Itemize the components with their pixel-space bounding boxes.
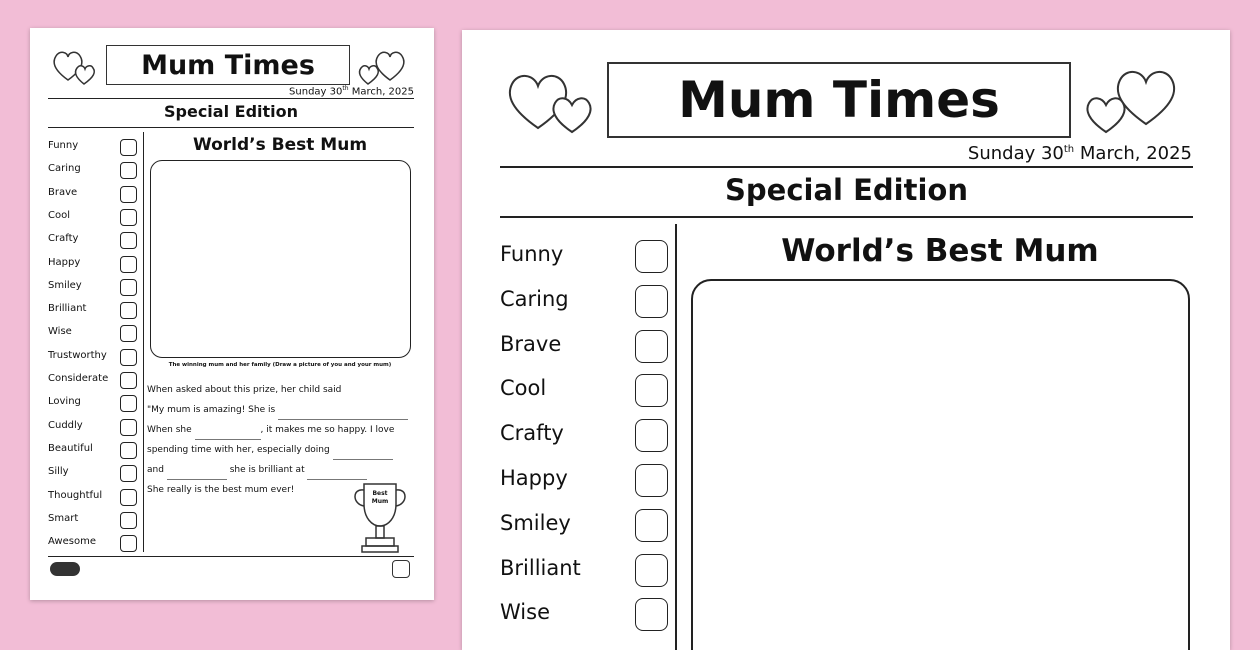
trait-checkbox[interactable] — [120, 186, 137, 203]
divider — [48, 98, 414, 99]
headline: World’s Best Mum — [781, 233, 1099, 269]
trait-label: Cool — [500, 376, 547, 401]
trait-checkbox[interactable] — [120, 535, 137, 552]
trait-label: Silly — [48, 466, 69, 478]
trait-label: Cool — [48, 209, 70, 221]
trait-checkbox[interactable] — [120, 349, 137, 366]
trait-label: Happy — [48, 256, 81, 268]
trait-checkbox[interactable] — [120, 419, 137, 436]
column-divider — [675, 224, 677, 650]
trophy-label: Best Mum — [371, 490, 389, 505]
trait-label: Happy — [500, 466, 568, 490]
trait-checkbox[interactable] — [120, 162, 137, 179]
trait-checkbox[interactable] — [635, 464, 668, 497]
trait-checkbox[interactable] — [635, 509, 668, 542]
trait-label: Thoughtful — [48, 489, 103, 501]
trait-label: Crafty — [48, 233, 79, 245]
trait-checkbox[interactable] — [635, 330, 668, 363]
trait-label: Cuddly — [48, 419, 83, 431]
trait-checkbox[interactable] — [120, 256, 137, 273]
trait-checkbox[interactable] — [120, 232, 137, 249]
trait-checkbox[interactable] — [120, 139, 137, 156]
trait-label: Crafty — [500, 421, 564, 446]
divider — [48, 127, 414, 128]
divider — [500, 166, 1193, 168]
worksheet-preview-zoomed — [462, 30, 1230, 650]
trait-label: Funny — [500, 242, 564, 266]
trait-label: Brave — [48, 186, 78, 198]
trait-checkbox[interactable] — [120, 325, 137, 342]
hearts-icon-right — [352, 44, 410, 88]
divider — [500, 216, 1193, 218]
headline: World’s Best Mum — [192, 135, 368, 155]
trait-label: Brave — [500, 331, 562, 356]
issue-date: Sunday 30th March, 2025 — [967, 143, 1192, 164]
drawing-box[interactable] — [691, 279, 1190, 650]
hearts-icon-right — [1082, 66, 1182, 138]
trait-label: Smart — [48, 512, 79, 524]
trait-checkbox[interactable] — [635, 419, 668, 452]
column-divider — [143, 132, 144, 552]
trait-label: Smiley — [48, 279, 82, 291]
trait-label: Trustworthy — [48, 349, 107, 361]
trait-label: Beautiful — [48, 442, 93, 454]
trait-label: Wise — [500, 600, 550, 625]
footer-divider — [48, 556, 414, 557]
logo-badge-icon — [392, 560, 410, 578]
edition-label: Special Edition — [163, 102, 299, 121]
logo-icon — [50, 562, 80, 576]
trait-checkbox[interactable] — [635, 554, 668, 587]
edition-label: Special Edition — [725, 173, 968, 207]
trait-label: Awesome — [48, 536, 96, 548]
issue-date: Sunday 30th March, 2025 — [289, 85, 414, 98]
trait-checkbox[interactable] — [120, 279, 137, 296]
trait-label: Caring — [48, 163, 81, 175]
worksheet-preview-small — [30, 28, 434, 600]
trait-checkbox[interactable] — [120, 465, 137, 482]
trait-checkbox[interactable] — [635, 240, 668, 273]
hearts-icon-left — [50, 46, 104, 88]
trait-checkbox[interactable] — [120, 442, 137, 459]
trait-checkbox[interactable] — [120, 512, 137, 529]
trait-checkbox[interactable] — [120, 372, 137, 389]
masthead-title: Mum Times — [106, 45, 350, 85]
trait-label: Considerate — [48, 373, 109, 384]
trait-label: Brilliant — [48, 303, 87, 315]
hearts-icon-left — [502, 66, 602, 138]
trait-checkbox[interactable] — [120, 209, 137, 226]
trait-label: Brilliant — [500, 555, 581, 580]
trait-checkbox[interactable] — [635, 285, 668, 318]
drawing-box[interactable] — [150, 160, 411, 358]
trait-checkbox[interactable] — [635, 374, 668, 407]
masthead-title: Mum Times — [607, 62, 1071, 138]
drawing-caption: The winning mum and her family (Draw a picture of you and your mum) — [168, 362, 392, 368]
trait-checkbox[interactable] — [120, 302, 137, 319]
trait-label: Loving — [48, 396, 81, 408]
trait-label: Smiley — [500, 510, 571, 535]
trait-label: Wise — [48, 326, 72, 338]
story-text: When asked about this prize, her child said "My mum is amazing! She is When she , it makes me so happy. I love spending time with her, especially doing and she is brilliant at She really is the best mum ever! — [147, 380, 417, 500]
trait-label: Caring — [500, 286, 569, 311]
trait-checkbox[interactable] — [120, 489, 137, 506]
trait-checkbox[interactable] — [635, 598, 668, 631]
trait-label: Funny — [48, 140, 79, 151]
trait-checkbox[interactable] — [120, 395, 137, 412]
